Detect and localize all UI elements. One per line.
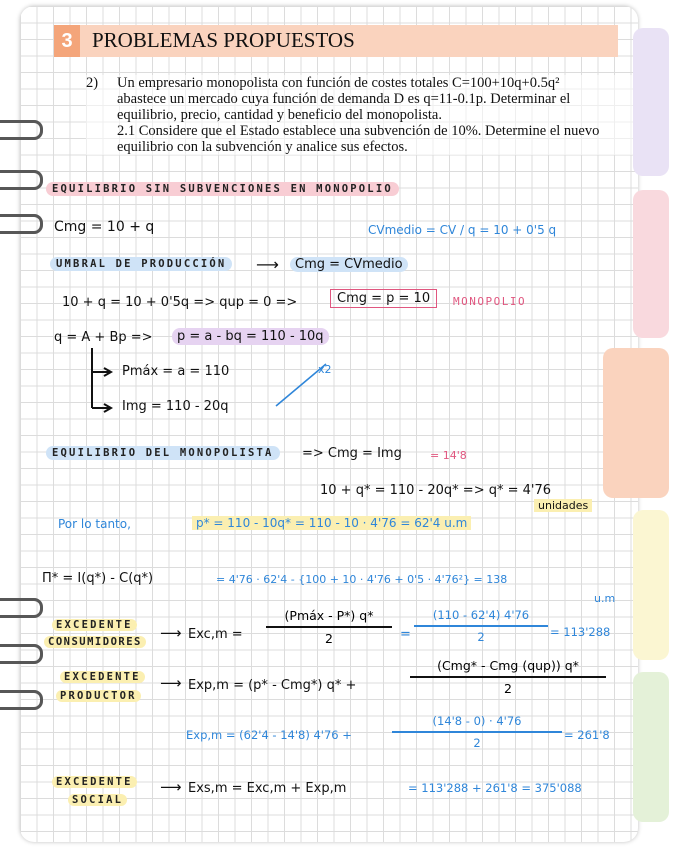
marginal-cost-eq: Cmg = 10 + q: [54, 219, 155, 235]
umbral-equation: 10 + q = 10 + 0'5q => qup = 0 =>: [62, 295, 298, 310]
heading-umbral-produccion: UMBRAL DE PRODUCCIÓN: [50, 257, 232, 271]
consumer-surplus-lhs: Exc,m =: [188, 627, 243, 642]
pmax-eq: Pmáx = a = 110: [122, 364, 230, 379]
heading-equilibrio-monopolista: EQUILIBRIO DEL MONOPOLISTA: [46, 446, 280, 460]
marginal-revenue-eq: Img = 110 - 20q: [122, 399, 229, 414]
label-consumidores: CONSUMIDORES: [44, 636, 146, 648]
label-productor: PRODUCTOR: [56, 690, 141, 702]
equilibrium-price: p* = 110 - 10q* = 110 - 10 · 4'76 = 62'4 u.m: [192, 516, 471, 530]
consumer-surplus-fraction: [266, 608, 392, 646]
divider-tab-orange-active[interactable]: [603, 348, 669, 498]
inverse-demand: p = a - bq = 110 - 10q: [172, 328, 329, 345]
monopolio-tag: MONOPOLIO: [453, 295, 527, 308]
consumer-surplus-result: = 113'288: [550, 625, 611, 639]
fraction-denominator: 2: [477, 629, 485, 644]
demand-lhs: q = A + Bp =>: [54, 330, 153, 345]
fraction-bar: [414, 625, 548, 627]
umbral-result: Cmg = p = 10: [330, 289, 437, 308]
label-excedente-social: EXCEDENTE: [52, 776, 137, 788]
producer-surplus-result: = 261'8: [564, 728, 610, 742]
profit-lhs: Π* = I(q*) - C(q*): [42, 571, 154, 586]
arrow-icon: ⟶: [160, 624, 182, 642]
binder-ring: [0, 644, 43, 664]
binder-ring: [0, 120, 43, 140]
statement-line: 2.1 Considere que el Estado establece una subvención de 10%. Determine el nuevo: [117, 123, 600, 139]
times-two-note: x2: [318, 363, 332, 376]
fraction-bar: [266, 626, 392, 628]
fraction-denominator: 2: [325, 630, 333, 646]
fraction-numerator: (14'8 - 0) · 4'76: [432, 714, 522, 728]
fraction-bar: [392, 731, 562, 733]
statement-line: equilibrio con la subvención y analice sus efectos.: [117, 139, 408, 155]
divider-tab-yellow[interactable]: [633, 510, 669, 660]
statement-line: equilibrio, precio, cantidad y beneficio del monopolista.: [117, 107, 442, 123]
binder-ring: [0, 214, 43, 234]
unidades-label: unidades: [534, 499, 592, 512]
problem-statement: [86, 75, 646, 155]
fraction-denominator: 2: [473, 735, 481, 750]
avg-variable-cost-eq: CVmedio = CV / q = 10 + 0'5 q: [368, 223, 557, 237]
fraction-denominator: 2: [504, 680, 512, 696]
divider-tab-green[interactable]: [633, 672, 669, 822]
equilibrium-value: = 14'8: [430, 449, 467, 462]
consumer-surplus-calc: [414, 608, 548, 644]
equilibrium-solve: 10 + q* = 110 - 20q* => q* = 4'76: [320, 483, 552, 498]
statement-line: Un empresario monopolista con función de costes totales C=100+10q+0.5q²: [117, 75, 560, 91]
heading-equilibrio-sin-subvenciones: EQUILIBRIO SIN SUBVENCIONES EN MONOPOLIO: [46, 182, 399, 196]
binder-ring: [0, 598, 43, 618]
label-excedente-consumidores: EXCEDENTE: [52, 619, 137, 631]
fraction-numerator: (Pmáx - P*) q*: [284, 608, 374, 623]
arrow-icon: ⟶: [160, 778, 182, 796]
notebook-page: [20, 6, 638, 842]
fraction-numerator: (110 - 62'4) 4'76: [432, 608, 530, 622]
section-title: PROBLEMAS PROPUESTOS: [92, 28, 355, 52]
social-surplus-result: = 113'288 + 261'8 = 375'088: [408, 781, 582, 795]
section-number: 3: [54, 25, 80, 57]
umbral-relation: Cmg = CVmedio: [290, 257, 408, 272]
profit-calc: = 4'76 · 62'4 - {100 + 10 · 4'76 + 0'5 · 4'76²} = 138: [216, 573, 508, 586]
producer-surplus-calc-fraction: [392, 714, 562, 750]
producer-surplus-fraction: [410, 658, 606, 696]
social-surplus-eq: Exs,m = Exc,m + Exp,m: [188, 781, 347, 796]
label-excedente-productor: EXCEDENTE: [60, 671, 145, 683]
arrow-icon: ⟶: [256, 255, 279, 274]
problem-number: 2): [86, 75, 99, 91]
profit-unit: u.m: [594, 592, 616, 605]
divider-tab-purple[interactable]: [633, 28, 669, 176]
label-social: SOCIAL: [68, 794, 127, 806]
equals-icon: =: [400, 627, 411, 642]
divider-tab-pink[interactable]: [633, 190, 669, 338]
fraction-numerator: (Cmg* - Cmg (qup)) q*: [437, 658, 579, 673]
fraction-bar: [410, 676, 606, 678]
equilibrium-condition: => Cmg = Img: [302, 446, 402, 461]
section-header: [54, 25, 618, 57]
producer-surplus-calc-lhs: Exp,m = (62'4 - 14'8) 4'76 +: [186, 728, 352, 742]
arrow-icon: ⟶: [160, 674, 182, 692]
producer-surplus-lhs: Exp,m = (p* - Cmg*) q* +: [188, 678, 357, 693]
por-tanto: Por lo tanto,: [58, 517, 131, 531]
binder-ring: [0, 170, 43, 190]
statement-line: abastece un mercado cuya función de demanda D es q=11-0.1p. Determinar el: [117, 91, 571, 107]
binder-ring: [0, 690, 43, 710]
